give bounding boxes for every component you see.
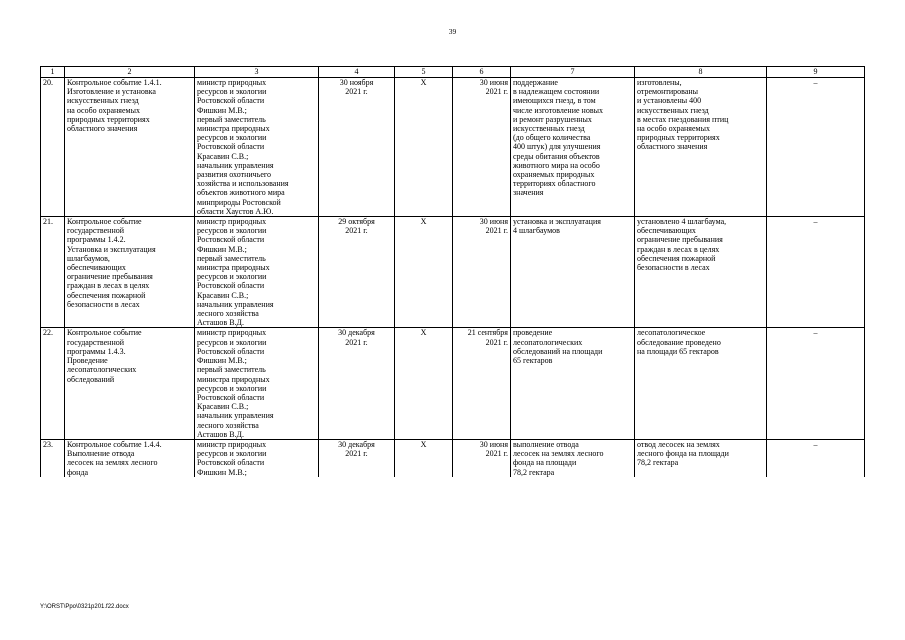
- table-row: [41, 328, 865, 439]
- column-5-value: Х: [395, 328, 453, 439]
- header-col-1: 1: [41, 67, 65, 78]
- planned-result: установка и эксплуатация 4 шлагбаумов: [511, 217, 635, 328]
- row-number: 23.: [41, 439, 65, 476]
- actual-result: лесопатологическое обследование проведено на площади 65 гектаров: [635, 328, 767, 439]
- planned-result: поддержание в надлежащем состоянии имеющихся гнезд, в том числе изготовление новых и ремонт разрушенных искусственных гнезд (до общего количества 400 штук) для улучшения среды обитания объектов животного мира на особо охраняемых природных территориях областного значения: [511, 78, 635, 217]
- row-number: 20.: [41, 78, 65, 217]
- header-col-4: 4: [319, 67, 395, 78]
- column-9-value: –: [767, 328, 865, 439]
- column-9-value: –: [767, 217, 865, 328]
- header-col-6: 6: [453, 67, 511, 78]
- planned-date: 30 ноября 2021 г.: [319, 78, 395, 217]
- actual-date: 30 июня 2021 г.: [453, 217, 511, 328]
- actual-result: отвод лесосек на землях лесного фонда на площади 78,2 гектара: [635, 439, 767, 476]
- header-col-8: 8: [635, 67, 767, 78]
- header-col-3: 3: [195, 67, 319, 78]
- actual-result: установлено 4 шлагбаума, обеспечивающих ограничение пребывания граждан в лесах в целях обеспечения пожарной безопасности в лесах: [635, 217, 767, 328]
- table-row: [41, 439, 865, 476]
- planned-date: 29 октября 2021 г.: [319, 217, 395, 328]
- actual-date: 21 сентября 2021 г.: [453, 328, 511, 439]
- responsible-persons: министр природных ресурсов и экологии Ростовской области Фишкин М.В.; первый заместитель министра природных ресурсов и экологии Ростовской области Красавин С.В.; начальник управления лесного хозяйства Асташов В.Д.: [195, 217, 319, 328]
- header-col-7: 7: [511, 67, 635, 78]
- responsible-persons: министр природных ресурсов и экологии Ростовской области Фишкин М.В.;: [195, 439, 319, 476]
- page-number: 39: [448, 27, 457, 36]
- row-number: 21.: [41, 217, 65, 328]
- header-col-2: 2: [65, 67, 195, 78]
- header-col-9: 9: [767, 67, 865, 78]
- table-row: [41, 217, 865, 328]
- column-9-value: –: [767, 78, 865, 217]
- planned-result: проведение лесопатологических обследований на площади 65 гектаров: [511, 328, 635, 439]
- header-col-5: 5: [395, 67, 453, 78]
- column-5-value: Х: [395, 217, 453, 328]
- document-file-path: Y:\ORST\Ppo\0321p201.f22.docx: [40, 604, 129, 610]
- planned-date: 30 декабря 2021 г.: [319, 328, 395, 439]
- control-event: Контрольное событие 1.4.1. Изготовление и установка искусственных гнезд на особо охраняемых природных территориях областного значения: [65, 78, 195, 217]
- control-event: Контрольное событие 1.4.4. Выполнение отвода лесосек на землях лесного фонда: [65, 439, 195, 476]
- column-9-value: –: [767, 439, 865, 476]
- actual-date: 30 июня 2021 г.: [453, 78, 511, 217]
- actual-date: 30 июня 2021 г.: [453, 439, 511, 476]
- responsible-persons: министр природных ресурсов и экологии Ростовской области Фишкин М.В.; первый заместитель министра природных ресурсов и экологии Ростовской области Красавин С.В.; начальник управления развития охотничьего хозяйства и использования объектов животного мира минприроды Ростовской области Хаустов А.Ю.: [195, 78, 319, 217]
- row-number: 22.: [41, 328, 65, 439]
- header-row: [41, 67, 865, 78]
- column-5-value: Х: [395, 78, 453, 217]
- column-5-value: Х: [395, 439, 453, 476]
- planned-date: 30 декабря 2021 г.: [319, 439, 395, 476]
- responsible-persons: министр природных ресурсов и экологии Ростовской области Фишкин М.В.; первый заместитель министра природных ресурсов и экологии Ростовской области Красавин С.В.; начальник управления лесного хозяйства Асташов В.Д.: [195, 328, 319, 439]
- control-event: Контрольное событие государственной программы 1.4.2. Установка и эксплуатация шлагбаумов, обеспечивающих ограничение пребывания граждан в лесах в целях обеспечения пожарной безопасности в лесах: [65, 217, 195, 328]
- control-event: Контрольное событие государственной программы 1.4.3. Проведение лесопатологических обследований: [65, 328, 195, 439]
- actual-result: изготовлены, отремонтированы и установлены 400 искусственных гнезд в местах гнездования птиц на особо охраняемых природных территориях областного значения: [635, 78, 767, 217]
- planned-result: выполнение отвода лесосек на землях лесного фонда на площади 78,2 гектара: [511, 439, 635, 476]
- report-table: [40, 66, 865, 477]
- table-row: [41, 78, 865, 217]
